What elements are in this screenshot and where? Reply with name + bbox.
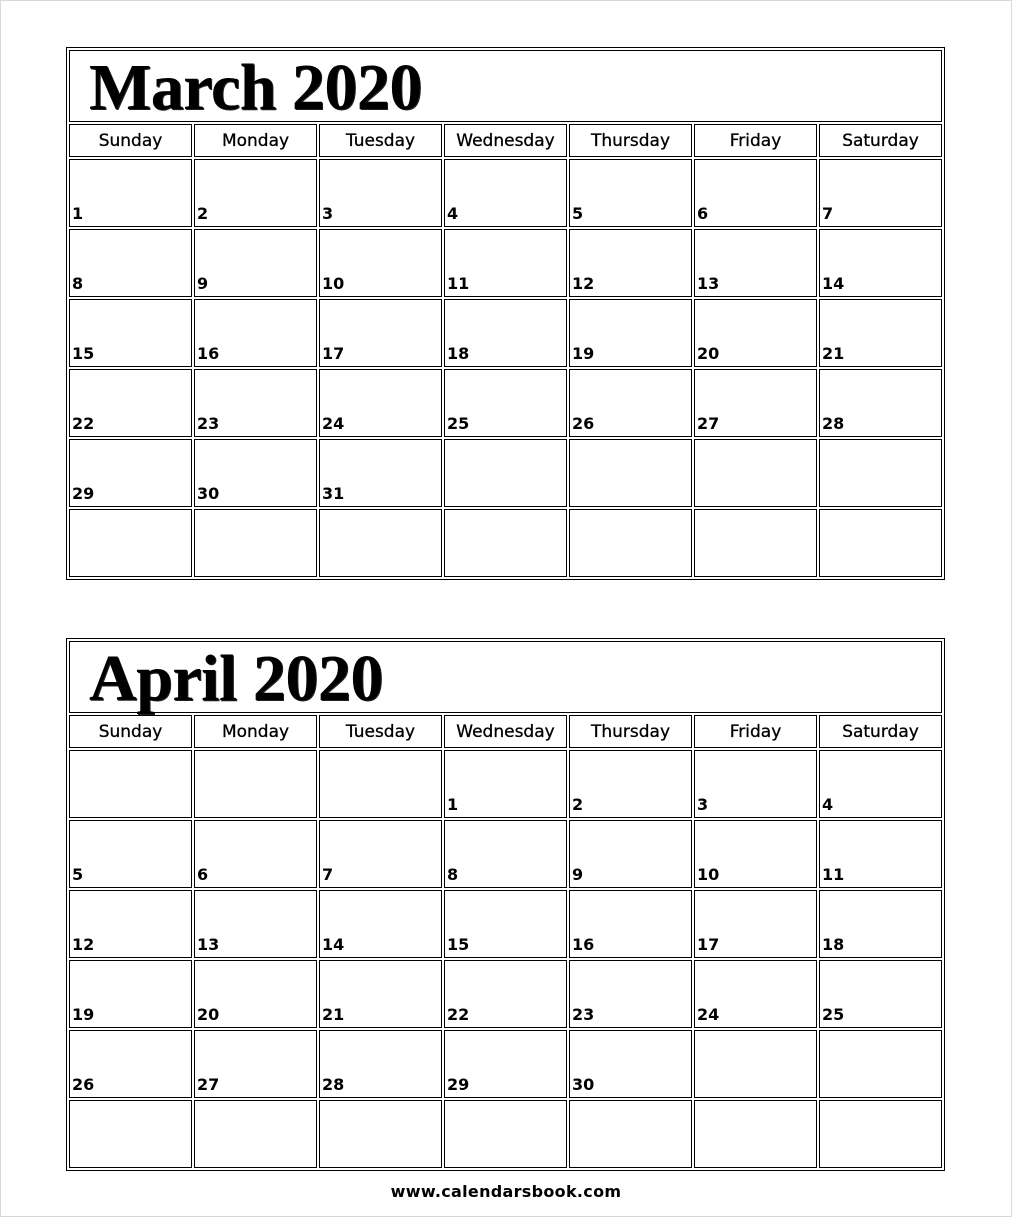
day-cell [69, 509, 192, 577]
weekday-wednesday: Wednesday [444, 124, 567, 157]
day-cell [569, 369, 692, 437]
week-row [69, 159, 942, 227]
day-cell [319, 890, 442, 958]
day-cell [444, 439, 567, 507]
day-cell [319, 960, 442, 1028]
day-cell [69, 960, 192, 1028]
day-number [320, 1163, 441, 1167]
day-cell [819, 159, 942, 227]
day-cell [569, 1100, 692, 1168]
day-number [820, 1163, 941, 1167]
weekday-friday: Friday [694, 715, 817, 748]
day-number: 10 [322, 274, 345, 293]
day-number: 3 [322, 204, 334, 223]
day-number: 31 [322, 484, 345, 503]
weekday-wednesday: Wednesday [444, 715, 567, 748]
day-number: 28 [322, 1075, 345, 1094]
day-cell [69, 439, 192, 507]
day-number: 15 [72, 344, 95, 363]
day-cell [319, 1030, 442, 1098]
day-cell [319, 229, 442, 297]
day-cell [69, 890, 192, 958]
day-cell [819, 890, 942, 958]
day-number [820, 572, 941, 576]
day-number: 24 [697, 1005, 720, 1024]
day-cell [319, 750, 442, 818]
day-cell [694, 299, 817, 367]
day-cell [69, 229, 192, 297]
day-cell [819, 299, 942, 367]
day-number: 4 [447, 204, 459, 223]
week-row [69, 299, 942, 367]
week-row [69, 820, 942, 888]
day-number: 27 [697, 414, 720, 433]
day-number: 11 [447, 274, 470, 293]
footer-website-text: www.calendarsbook.com [390, 1182, 622, 1201]
day-cell [569, 299, 692, 367]
day-cell [569, 439, 692, 507]
day-number: 17 [697, 935, 720, 954]
day-cell [569, 890, 692, 958]
day-number: 20 [697, 344, 720, 363]
day-cell [194, 1030, 317, 1098]
day-number: 14 [822, 274, 845, 293]
day-number: 23 [197, 414, 220, 433]
day-cell [819, 960, 942, 1028]
day-number: 6 [697, 204, 709, 223]
day-number [70, 572, 191, 576]
weekday-thursday: Thursday [569, 124, 692, 157]
day-cell [694, 750, 817, 818]
day-number [445, 572, 566, 576]
day-number [195, 813, 316, 817]
day-cell [819, 820, 942, 888]
day-number: 19 [72, 1005, 95, 1024]
week-row [69, 509, 942, 577]
week-row [69, 1030, 942, 1098]
day-cell [319, 1100, 442, 1168]
day-number: 8 [447, 865, 459, 884]
day-number [445, 502, 566, 506]
day-cell [819, 1100, 942, 1168]
weekday-monday: Monday [194, 124, 317, 157]
day-cell [194, 890, 317, 958]
day-number: 2 [572, 795, 584, 814]
day-cell [319, 299, 442, 367]
weekday-monday: Monday [194, 715, 317, 748]
day-cell [194, 1100, 317, 1168]
weekday-tuesday: Tuesday [319, 124, 442, 157]
day-cell [569, 960, 692, 1028]
day-number: 18 [822, 935, 845, 954]
week-row [69, 229, 942, 297]
day-cell [444, 1030, 567, 1098]
month-title: April 2020 [89, 642, 383, 715]
day-number [445, 1163, 566, 1167]
day-number: 12 [72, 935, 95, 954]
day-number: 5 [572, 204, 584, 223]
day-number: 6 [197, 865, 209, 884]
day-number: 2 [197, 204, 209, 223]
day-number: 7 [322, 865, 334, 884]
day-number [570, 502, 691, 506]
day-cell [69, 750, 192, 818]
day-number [320, 813, 441, 817]
day-number: 8 [72, 274, 84, 293]
day-number [195, 1163, 316, 1167]
day-number: 10 [697, 865, 720, 884]
day-number: 4 [822, 795, 834, 814]
weekday-saturday: Saturday [819, 124, 942, 157]
day-number: 24 [322, 414, 345, 433]
weekday-tuesday: Tuesday [319, 715, 442, 748]
day-number: 16 [572, 935, 595, 954]
day-number: 17 [322, 344, 345, 363]
calendar-march-2020 [66, 47, 945, 580]
day-number [695, 572, 816, 576]
week-row [69, 439, 942, 507]
day-number [70, 1163, 191, 1167]
day-cell [569, 229, 692, 297]
day-cell [194, 439, 317, 507]
day-number: 25 [822, 1005, 845, 1024]
day-cell [569, 159, 692, 227]
day-cell [444, 1100, 567, 1168]
day-number: 5 [72, 865, 84, 884]
day-cell [194, 820, 317, 888]
day-cell [694, 509, 817, 577]
weekday-sunday: Sunday [69, 124, 192, 157]
day-cell [444, 229, 567, 297]
day-number [570, 572, 691, 576]
day-number: 9 [197, 274, 209, 293]
week-row [69, 960, 942, 1028]
day-number: 13 [697, 274, 720, 293]
day-cell [319, 439, 442, 507]
weekday-header-row [69, 715, 942, 748]
day-number [695, 1163, 816, 1167]
day-number: 1 [447, 795, 459, 814]
day-number: 27 [197, 1075, 220, 1094]
day-number: 30 [572, 1075, 595, 1094]
month-title-cell [69, 641, 942, 713]
day-number: 22 [72, 414, 95, 433]
day-cell [694, 159, 817, 227]
day-cell [819, 369, 942, 437]
day-cell [194, 229, 317, 297]
day-cell [819, 750, 942, 818]
day-number: 21 [322, 1005, 345, 1024]
week-row [69, 750, 942, 818]
day-number: 1 [72, 204, 84, 223]
day-number: 7 [822, 204, 834, 223]
day-number: 30 [197, 484, 220, 503]
weekday-friday: Friday [694, 124, 817, 157]
day-cell [694, 820, 817, 888]
day-cell [444, 890, 567, 958]
weekday-header-row [69, 124, 942, 157]
day-cell [694, 1100, 817, 1168]
day-cell [569, 820, 692, 888]
day-cell [194, 159, 317, 227]
day-number: 13 [197, 935, 220, 954]
day-number [195, 572, 316, 576]
day-cell [569, 750, 692, 818]
day-cell [694, 960, 817, 1028]
day-number: 16 [197, 344, 220, 363]
day-number: 18 [447, 344, 470, 363]
day-number [320, 572, 441, 576]
day-cell [69, 1100, 192, 1168]
day-cell [819, 229, 942, 297]
day-number: 21 [822, 344, 845, 363]
day-cell [194, 369, 317, 437]
day-number [695, 1093, 816, 1097]
day-number: 26 [72, 1075, 95, 1094]
day-number [695, 502, 816, 506]
weekday-sunday: Sunday [69, 715, 192, 748]
day-cell [319, 509, 442, 577]
day-cell [444, 369, 567, 437]
day-cell [444, 509, 567, 577]
day-cell [69, 369, 192, 437]
day-number [70, 813, 191, 817]
weekday-thursday: Thursday [569, 715, 692, 748]
day-number: 12 [572, 274, 595, 293]
day-cell [819, 509, 942, 577]
day-cell [69, 299, 192, 367]
week-row [69, 1100, 942, 1168]
day-cell [194, 750, 317, 818]
month-title-cell [69, 50, 942, 122]
day-number: 22 [447, 1005, 470, 1024]
day-cell [694, 1030, 817, 1098]
day-cell [444, 960, 567, 1028]
day-number: 29 [447, 1075, 470, 1094]
day-cell [819, 1030, 942, 1098]
day-number: 3 [697, 795, 709, 814]
month-title: March 2020 [89, 51, 422, 124]
day-cell [694, 439, 817, 507]
day-number: 23 [572, 1005, 595, 1024]
day-cell [194, 509, 317, 577]
day-cell [569, 1030, 692, 1098]
day-number: 9 [572, 865, 584, 884]
week-row [69, 890, 942, 958]
day-cell [694, 369, 817, 437]
week-row [69, 369, 942, 437]
day-number: 25 [447, 414, 470, 433]
day-cell [69, 1030, 192, 1098]
day-number: 26 [572, 414, 595, 433]
day-cell [444, 750, 567, 818]
day-cell [444, 820, 567, 888]
day-cell [69, 820, 192, 888]
day-number: 15 [447, 935, 470, 954]
day-cell [194, 960, 317, 1028]
day-cell [569, 509, 692, 577]
day-number: 19 [572, 344, 595, 363]
day-cell [69, 159, 192, 227]
weekday-saturday: Saturday [819, 715, 942, 748]
day-number: 14 [322, 935, 345, 954]
day-cell [444, 159, 567, 227]
day-cell [444, 299, 567, 367]
day-number [820, 502, 941, 506]
day-number [820, 1093, 941, 1097]
day-cell [694, 229, 817, 297]
day-number: 11 [822, 865, 845, 884]
day-cell [694, 890, 817, 958]
day-number [570, 1163, 691, 1167]
day-number: 28 [822, 414, 845, 433]
day-cell [319, 820, 442, 888]
day-cell [319, 159, 442, 227]
calendar-april-2020 [66, 638, 945, 1171]
day-cell [194, 299, 317, 367]
day-number: 20 [197, 1005, 220, 1024]
day-cell [319, 369, 442, 437]
day-number: 29 [72, 484, 95, 503]
day-cell [819, 439, 942, 507]
